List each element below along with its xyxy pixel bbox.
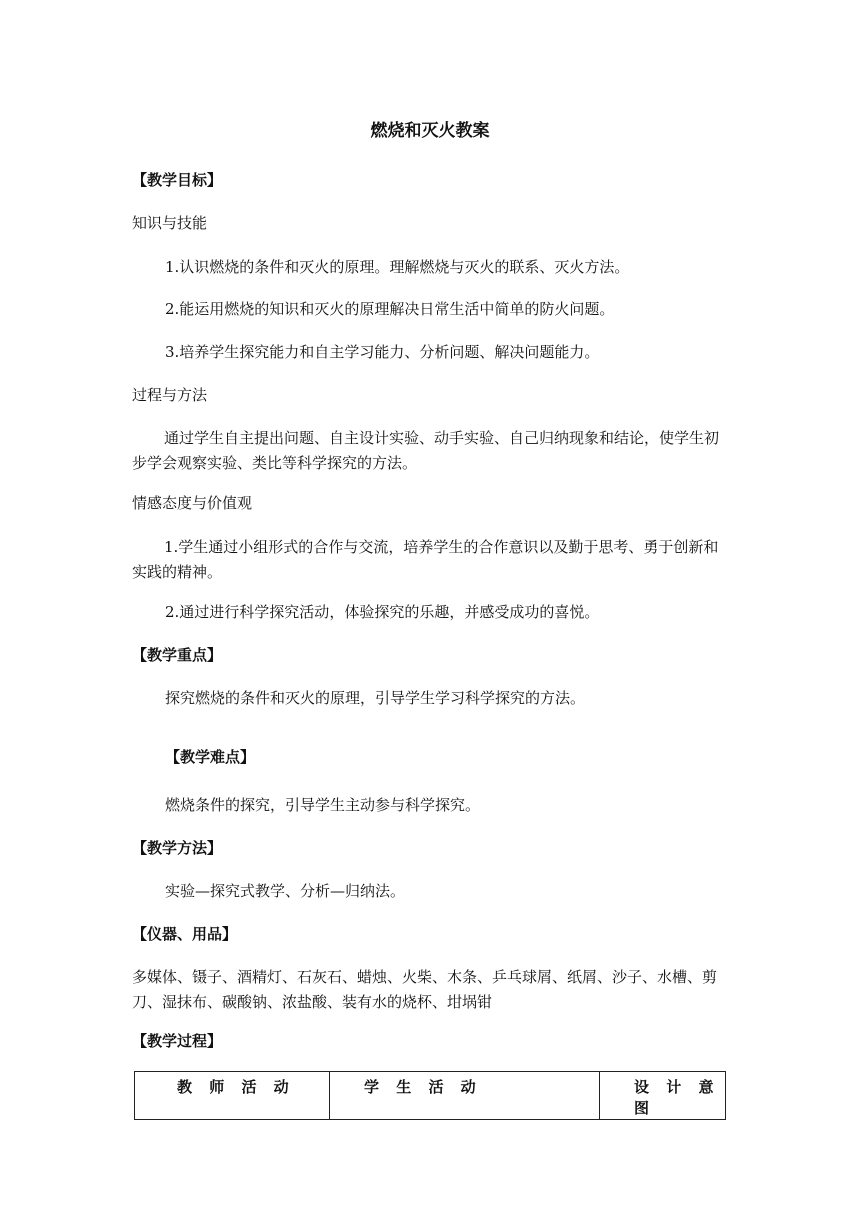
- difficulties-heading: 【教学难点】: [165, 748, 256, 766]
- column-design-intent: 设 计 意 图: [600, 1072, 726, 1120]
- methods-heading: 【教学方法】: [132, 839, 223, 857]
- knowledge-item-1: 1.认识燃烧的条件和灭火的原理。理解燃烧与灭火的联系、灭火方法。: [165, 258, 630, 276]
- column-student-activity: 学 生 活 动: [330, 1072, 600, 1120]
- key-points-text: 探究燃烧的条件和灭火的原理，引导学生学习科学探究的方法。: [165, 689, 586, 707]
- knowledge-label: 知识与技能: [132, 214, 208, 232]
- emotion-item-2: 2.通过进行科学探究活动，体验探究的乐趣，并感受成功的喜悦。: [165, 603, 600, 621]
- objectives-heading: 【教学目标】: [132, 171, 223, 189]
- process-section-heading: 【教学过程】: [132, 1032, 223, 1050]
- process-label: 过程与方法: [132, 386, 208, 404]
- emotion-item-1: 1.学生通过小组形式的合作与交流，培养学生的合作意识以及勤于思考、勇于创新和实践的精神。: [132, 538, 719, 581]
- column-teacher-activity: 教 师 活 动: [135, 1072, 330, 1120]
- key-points-heading: 【教学重点】: [132, 646, 223, 664]
- process-text: 通过学生自主提出问题、自主设计实验、动手实验、自己归纳现象和结论，使学生初步学会观察实验、类比等科学探究的方法。: [132, 429, 720, 472]
- teaching-process-table: [134, 1071, 726, 1120]
- table-header-row: [135, 1072, 726, 1120]
- knowledge-item-2: 2.能运用燃烧的知识和灭火的原理解决日常生活中简单的防火问题。: [165, 300, 615, 318]
- emotion-label: 情感态度与价值观: [132, 494, 253, 512]
- knowledge-item-3: 3.培养学生探究能力和自主学习能力、分析问题、解决问题能力。: [165, 343, 600, 361]
- equipment-heading: 【仪器、用品】: [132, 925, 238, 943]
- difficulties-text: 燃烧条件的探究，引导学生主动参与科学探究。: [165, 796, 481, 814]
- methods-text: 实验—探究式教学、分析—归纳法。: [165, 882, 406, 900]
- document-title: 燃烧和灭火教案: [370, 121, 490, 141]
- equipment-text: 多媒体、镊子、酒精灯、石灰石、蜡烛、火柴、木条、乒乓球屑、纸屑、沙子、水槽、剪刀、湿抹布、碳酸钠、浓盐酸、装有水的烧杯、坩埚钳: [132, 968, 718, 1011]
